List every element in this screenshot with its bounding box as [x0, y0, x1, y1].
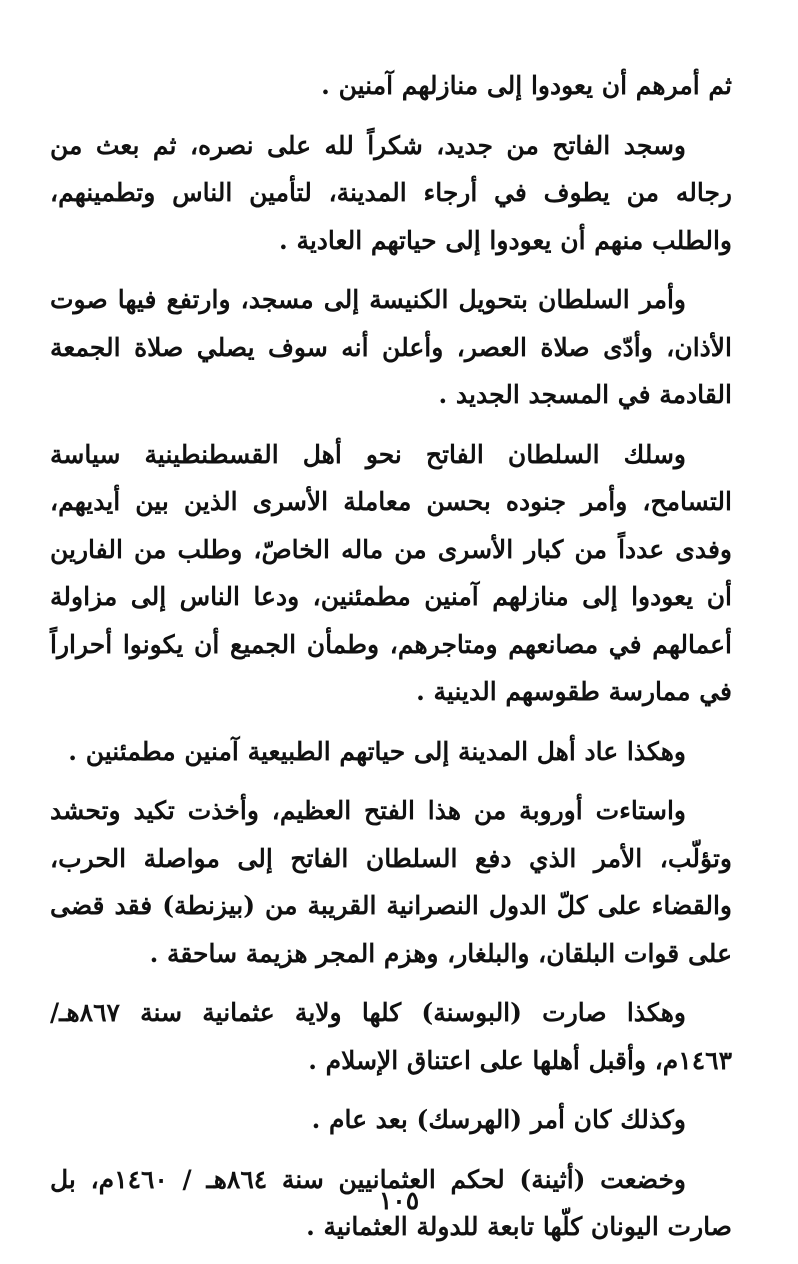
- page-body: [50, 62, 732, 1263]
- paragraph-7: وهكذا صارت (البوسنة) كلها ولاية عثمانية سنة ٨٦٧هـ/ ١٤٦٣م، وأقبل أهلها على اعتناق الإسلام .: [50, 998, 732, 1075]
- paragraph-6: واستاءت أوروبة من هذا الفتح العظيم، وأخذت تكيد وتحشد وتؤلّب، الأمر الذي دفع السلطان الفاتح إلى مواصلة الحرب، والقضاء على كلّ الدول النصرانية القريبة من (بيزنطة) فقد قضى على قوات البلقان، والبلغار، وهزم المجر هزيمة ساحقة .: [50, 796, 732, 968]
- paragraph-8: وكذلك كان أمر (الهرسك) بعد عام .: [311, 1105, 686, 1134]
- page-number: ١٠٥: [378, 1186, 420, 1215]
- paragraph-3: وأمر السلطان بتحويل الكنيسة إلى مسجد، وارتفع فيها صوت الأذان، وأدّى صلاة العصر، وأعلن أنه سوف يصلي صلاة الجمعة القادمة في المسجد الجديد .: [50, 285, 732, 409]
- paragraph-9: وخضعت (أثينة) لحكم العثمانيين سنة ٨٦٤هـ / ١٤٦٠م، بل صارت اليونان كلّها تابعة للدولة العثمانية .: [50, 1164, 732, 1241]
- paragraph-4: وسلك السلطان الفاتح نحو أهل القسطنطينية سياسة التسامح، وأمر جنوده بحسن معاملة الأسرى الذين بين أيديهم، وفدى عدداً من كبار الأسرى من ماله الخاصّ، وطلب من الفارين أن يعودوا إلى منازلهم آمنين مطمئنين، ودعا الناس إلى مزاولة أعمالهم في مصانعهم ومتاجرهم، وطمأن الجميع أن يكونوا أحراراً في ممارسة طقوسهم الدينية .: [50, 439, 732, 706]
- paragraph-5: وهكذا عاد أهل المدينة إلى حياتهم الطبيعية آمنين مطمئنين .: [68, 736, 686, 766]
- paragraph-1: ثم أمرهم أن يعودوا إلى منازلهم آمنين .: [321, 71, 732, 100]
- paragraph-2: وسجد الفاتح من جديد، شكراً لله على نصره، ثم بعث من رجاله من يطوف في أرجاء المدينة، لتأمين الناس وتطمينهم، والطلب منهم أن يعودوا إلى حياتهم العادية .: [50, 130, 732, 255]
